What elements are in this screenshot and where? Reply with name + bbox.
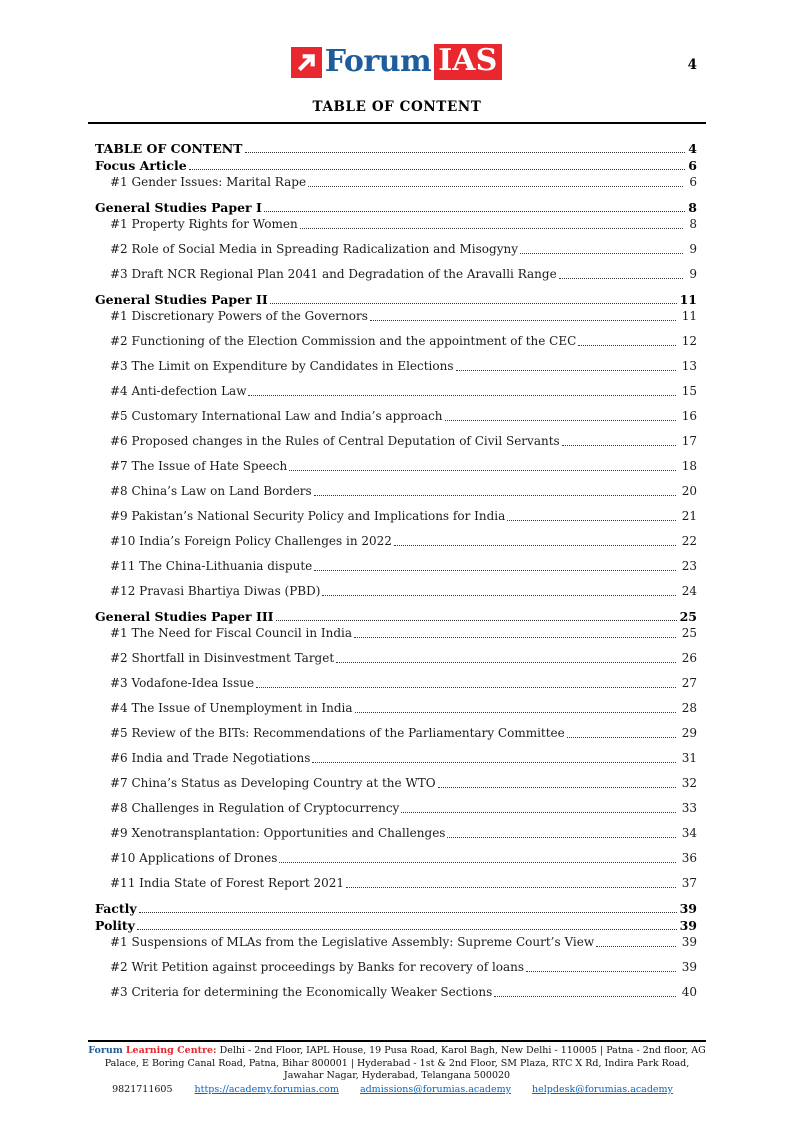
- toc-entry[interactable]: [95, 724, 697, 741]
- toc-entry[interactable]: [95, 307, 697, 324]
- page-number: 4: [687, 57, 697, 73]
- toc-entry-title: #5 Customary International Law and India’s approach: [110, 409, 443, 423]
- toc-entry[interactable]: [95, 215, 697, 232]
- toc-entry[interactable]: [95, 933, 697, 950]
- forumias-logo: [0, 44, 793, 80]
- footer-link-admissions-email[interactable]: admissions@forumias.academy: [359, 1084, 511, 1096]
- toc-entry-page: 37: [681, 876, 697, 890]
- footer-address-line: [88, 1045, 706, 1083]
- toc-entry-title: #9 Pakistan’s National Security Policy and Implications for India: [110, 509, 506, 523]
- toc-entry-page: 29: [681, 726, 697, 740]
- toc-entry-title: #5 Review of the BITs: Recommendations of the Parliamentary Committee: [110, 726, 565, 740]
- toc-entry[interactable]: [95, 607, 697, 624]
- toc-entry-page: 32: [681, 776, 697, 790]
- toc-entry-page: 33: [681, 801, 697, 815]
- toc-entry[interactable]: [95, 958, 697, 975]
- toc-entry[interactable]: [95, 983, 697, 1000]
- toc-dot-leader: [139, 912, 677, 913]
- toc-entry-page: 11: [679, 292, 697, 307]
- toc-dot-leader: [300, 228, 684, 229]
- page-title: TABLE OF CONTENT: [312, 99, 482, 115]
- toc-dot-leader: [567, 737, 676, 738]
- toc-dot-leader: [526, 971, 676, 972]
- toc-entry-page: 27: [681, 676, 697, 690]
- toc-entry-title: #4 The Issue of Unemployment in India: [110, 701, 353, 715]
- footer-phone: 9821711605: [112, 1084, 173, 1096]
- toc-entry[interactable]: [95, 457, 697, 474]
- toc-entry[interactable]: [95, 407, 697, 424]
- toc-entry-page: 16: [681, 409, 697, 423]
- toc-entry-page: 8: [688, 200, 697, 215]
- toc-entry-title: #3 The Limit on Expenditure by Candidates in Elections: [110, 359, 454, 373]
- footer-link-helpdesk-email[interactable]: helpdesk@forumias.academy: [532, 1084, 673, 1096]
- toc-dot-leader: [445, 420, 676, 421]
- toc-entry[interactable]: [95, 899, 697, 916]
- toc-entry-title: #1 Suspensions of MLAs from the Legislative Assembly: Supreme Court’s View: [110, 935, 595, 949]
- toc-entry[interactable]: [95, 382, 697, 399]
- toc-entry-title: #6 Proposed changes in the Rules of Central Deputation of Civil Servants: [110, 434, 560, 448]
- toc-entry-page: 13: [681, 359, 697, 373]
- toc-dot-leader: [346, 887, 676, 888]
- toc-list: [95, 139, 697, 1008]
- toc-entry-title: #1 The Need for Fiscal Council in India: [110, 626, 353, 640]
- toc-entry[interactable]: [95, 156, 697, 173]
- toc-entry-page: 18: [681, 459, 697, 473]
- toc-dot-leader: [314, 570, 675, 571]
- toc-entry-title: #1 Gender Issues: Marital Rape: [110, 175, 307, 189]
- toc-dot-leader: [596, 946, 676, 947]
- toc-entry-title: #2 Functioning of the Election Commission and the appointment of the CEC: [110, 334, 577, 348]
- toc-entry-page: 25: [681, 626, 697, 640]
- toc-entry[interactable]: [95, 799, 697, 816]
- toc-entry[interactable]: [95, 916, 697, 933]
- toc-entry-title: #4 Anti-defection Law: [110, 384, 247, 398]
- toc-entry-title: #11 The China-Lithuania dispute: [110, 559, 313, 573]
- toc-entry-title: #7 China’s Status as Developing Country at the WTO: [110, 776, 436, 790]
- toc-entry-page: 39: [679, 918, 697, 933]
- toc-dot-leader: [289, 470, 675, 471]
- toc-entry[interactable]: [95, 139, 697, 156]
- toc-entry-title: General Studies Paper II: [95, 292, 268, 307]
- toc-dot-leader: [562, 445, 676, 446]
- toc-entry[interactable]: [95, 265, 697, 282]
- toc-entry[interactable]: [95, 824, 697, 841]
- toc-dot-leader: [308, 186, 683, 187]
- toc-dot-leader: [264, 211, 685, 212]
- toc-dot-leader: [270, 303, 677, 304]
- toc-entry-page: 36: [681, 851, 697, 865]
- toc-entry-page: 39: [681, 960, 697, 974]
- toc-entry-page: 22: [681, 534, 697, 548]
- toc-entry-title: General Studies Paper III: [95, 609, 274, 624]
- toc-entry-page: 39: [679, 901, 697, 916]
- page-footer: [88, 1040, 706, 1097]
- toc-dot-leader: [559, 278, 684, 279]
- toc-entry[interactable]: [95, 649, 697, 666]
- footer-brand-forum: Forum: [88, 1045, 123, 1056]
- toc-entry-page: 4: [688, 141, 697, 156]
- toc-entry-title: Focus Article: [95, 158, 187, 173]
- toc-entry-page: 24: [681, 584, 697, 598]
- toc-entry-title: #9 Xenotransplantation: Opportunities and Challenges: [110, 826, 446, 840]
- toc-dot-leader: [312, 762, 675, 763]
- toc-entry-page: 34: [681, 826, 697, 840]
- footer-brand-learning-centre: Learning Centre:: [125, 1045, 217, 1056]
- toc-entry-page: 9: [689, 267, 697, 281]
- toc-entry[interactable]: [95, 482, 697, 499]
- toc-dot-leader: [279, 862, 675, 863]
- toc-entry[interactable]: [95, 774, 697, 791]
- toc-dot-leader: [256, 687, 676, 688]
- toc-entry-page: 40: [681, 985, 697, 999]
- toc-entry[interactable]: [95, 198, 697, 215]
- toc-dot-leader: [438, 787, 676, 788]
- toc-entry-title: #10 India’s Foreign Policy Challenges in 2022: [110, 534, 392, 548]
- toc-entry-title: #2 Shortfall in Disinvestment Target: [110, 651, 335, 665]
- toc-entry-page: 9: [689, 242, 697, 256]
- toc-entry[interactable]: [95, 849, 697, 866]
- toc-entry-page: 6: [689, 175, 697, 189]
- toc-entry-page: 12: [681, 334, 697, 348]
- title-block: [88, 96, 706, 124]
- toc-entry-title: #3 Vodafone-Idea Issue: [110, 676, 255, 690]
- toc-entry-page: 15: [681, 384, 697, 398]
- toc-entry[interactable]: [95, 874, 697, 891]
- toc-entry[interactable]: [95, 332, 697, 349]
- toc-entry-title: #8 Challenges in Regulation of Cryptocurrency: [110, 801, 400, 815]
- toc-dot-leader: [355, 712, 676, 713]
- toc-entry[interactable]: [95, 432, 697, 449]
- toc-entry[interactable]: [95, 699, 697, 716]
- footer-link-academy[interactable]: https://academy.forumias.com: [194, 1084, 339, 1096]
- toc-entry[interactable]: [95, 357, 697, 374]
- toc-dot-leader: [507, 520, 675, 521]
- toc-entry-page: 28: [681, 701, 697, 715]
- toc-entry[interactable]: [95, 624, 697, 641]
- arrow-up-right-icon: [291, 47, 322, 78]
- toc-entry-title: #3 Criteria for determining the Economically Weaker Sections: [110, 985, 493, 999]
- toc-entry-title: TABLE OF CONTENT: [95, 141, 243, 156]
- toc-entry[interactable]: [95, 557, 697, 574]
- toc-dot-leader: [456, 370, 676, 371]
- toc-entry-page: 39: [681, 935, 697, 949]
- toc-entry-title: #1 Discretionary Powers of the Governors: [110, 309, 368, 323]
- toc-entry-title: #12 Pravasi Bhartiya Diwas (PBD): [110, 584, 321, 598]
- toc-dot-leader: [394, 545, 676, 546]
- toc-dot-leader: [322, 595, 675, 596]
- toc-entry[interactable]: [95, 532, 697, 549]
- logo-text-forum: Forum: [324, 44, 432, 79]
- toc-dot-leader: [578, 345, 675, 346]
- toc-dot-leader: [401, 812, 675, 813]
- logo-text-ias: IAS: [434, 44, 502, 80]
- toc-dot-leader: [248, 395, 675, 396]
- toc-entry[interactable]: [95, 290, 697, 307]
- toc-entry-page: 26: [681, 651, 697, 665]
- toc-entry-title: #1 Property Rights for Women: [110, 217, 298, 231]
- toc-entry-page: 31: [681, 751, 697, 765]
- toc-dot-leader: [245, 152, 686, 153]
- toc-entry-title: #3 Draft NCR Regional Plan 2041 and Degradation of the Aravalli Range: [110, 267, 557, 281]
- toc-entry-page: 11: [681, 309, 697, 323]
- toc-dot-leader: [354, 637, 676, 638]
- toc-dot-leader: [189, 169, 686, 170]
- toc-entry-title: #8 China’s Law on Land Borders: [110, 484, 312, 498]
- toc-entry-title: Polity: [95, 918, 135, 933]
- toc-entry-page: 25: [679, 609, 697, 624]
- toc-entry[interactable]: [95, 674, 697, 691]
- toc-entry-page: 23: [681, 559, 697, 573]
- toc-dot-leader: [276, 620, 677, 621]
- toc-entry[interactable]: [95, 507, 697, 524]
- toc-entry-page: 8: [689, 217, 697, 231]
- toc-entry-title: #2 Writ Petition against proceedings by Banks for recovery of loans: [110, 960, 525, 974]
- toc-entry-title: #2 Role of Social Media in Spreading Radicalization and Misogyny: [110, 242, 518, 256]
- toc-dot-leader: [520, 253, 683, 254]
- toc-entry-page: 17: [681, 434, 697, 448]
- toc-entry[interactable]: [95, 582, 697, 599]
- toc-entry-title: #11 India State of Forest Report 2021: [110, 876, 344, 890]
- toc-entry-page: 6: [688, 158, 697, 173]
- footer-address-text: Delhi - 2nd Floor, IAPL House, 19 Pusa Road, Karol Bagh, New Delhi - 110005 | Patna - 2nd floor, AG Palace, E Boring Canal Road, Patna, Bihar 800001 | Hyderabad - 1st & 2nd Floor, SM Plaza, RTC X Rd, Indira Park Road, Jawahar Nagar, Hyderabad, Telangana 500020: [104, 1045, 706, 1082]
- footer-links-line: [88, 1084, 706, 1097]
- toc-entry-page: 20: [681, 484, 697, 498]
- toc-dot-leader: [314, 495, 676, 496]
- toc-entry-page: 21: [681, 509, 697, 523]
- toc-dot-leader: [137, 929, 677, 930]
- toc-entry[interactable]: [95, 173, 697, 190]
- toc-dot-leader: [447, 837, 675, 838]
- toc-entry-title: #7 The Issue of Hate Speech: [110, 459, 288, 473]
- toc-entry[interactable]: [95, 749, 697, 766]
- toc-entry-title: #6 India and Trade Negotiations: [110, 751, 311, 765]
- toc-entry-title: #10 Applications of Drones: [110, 851, 278, 865]
- toc-dot-leader: [494, 996, 675, 997]
- toc-entry[interactable]: [95, 240, 697, 257]
- toc-entry-title: Factly: [95, 901, 137, 916]
- toc-dot-leader: [336, 662, 676, 663]
- toc-entry-title: General Studies Paper I: [95, 200, 262, 215]
- toc-dot-leader: [370, 320, 676, 321]
